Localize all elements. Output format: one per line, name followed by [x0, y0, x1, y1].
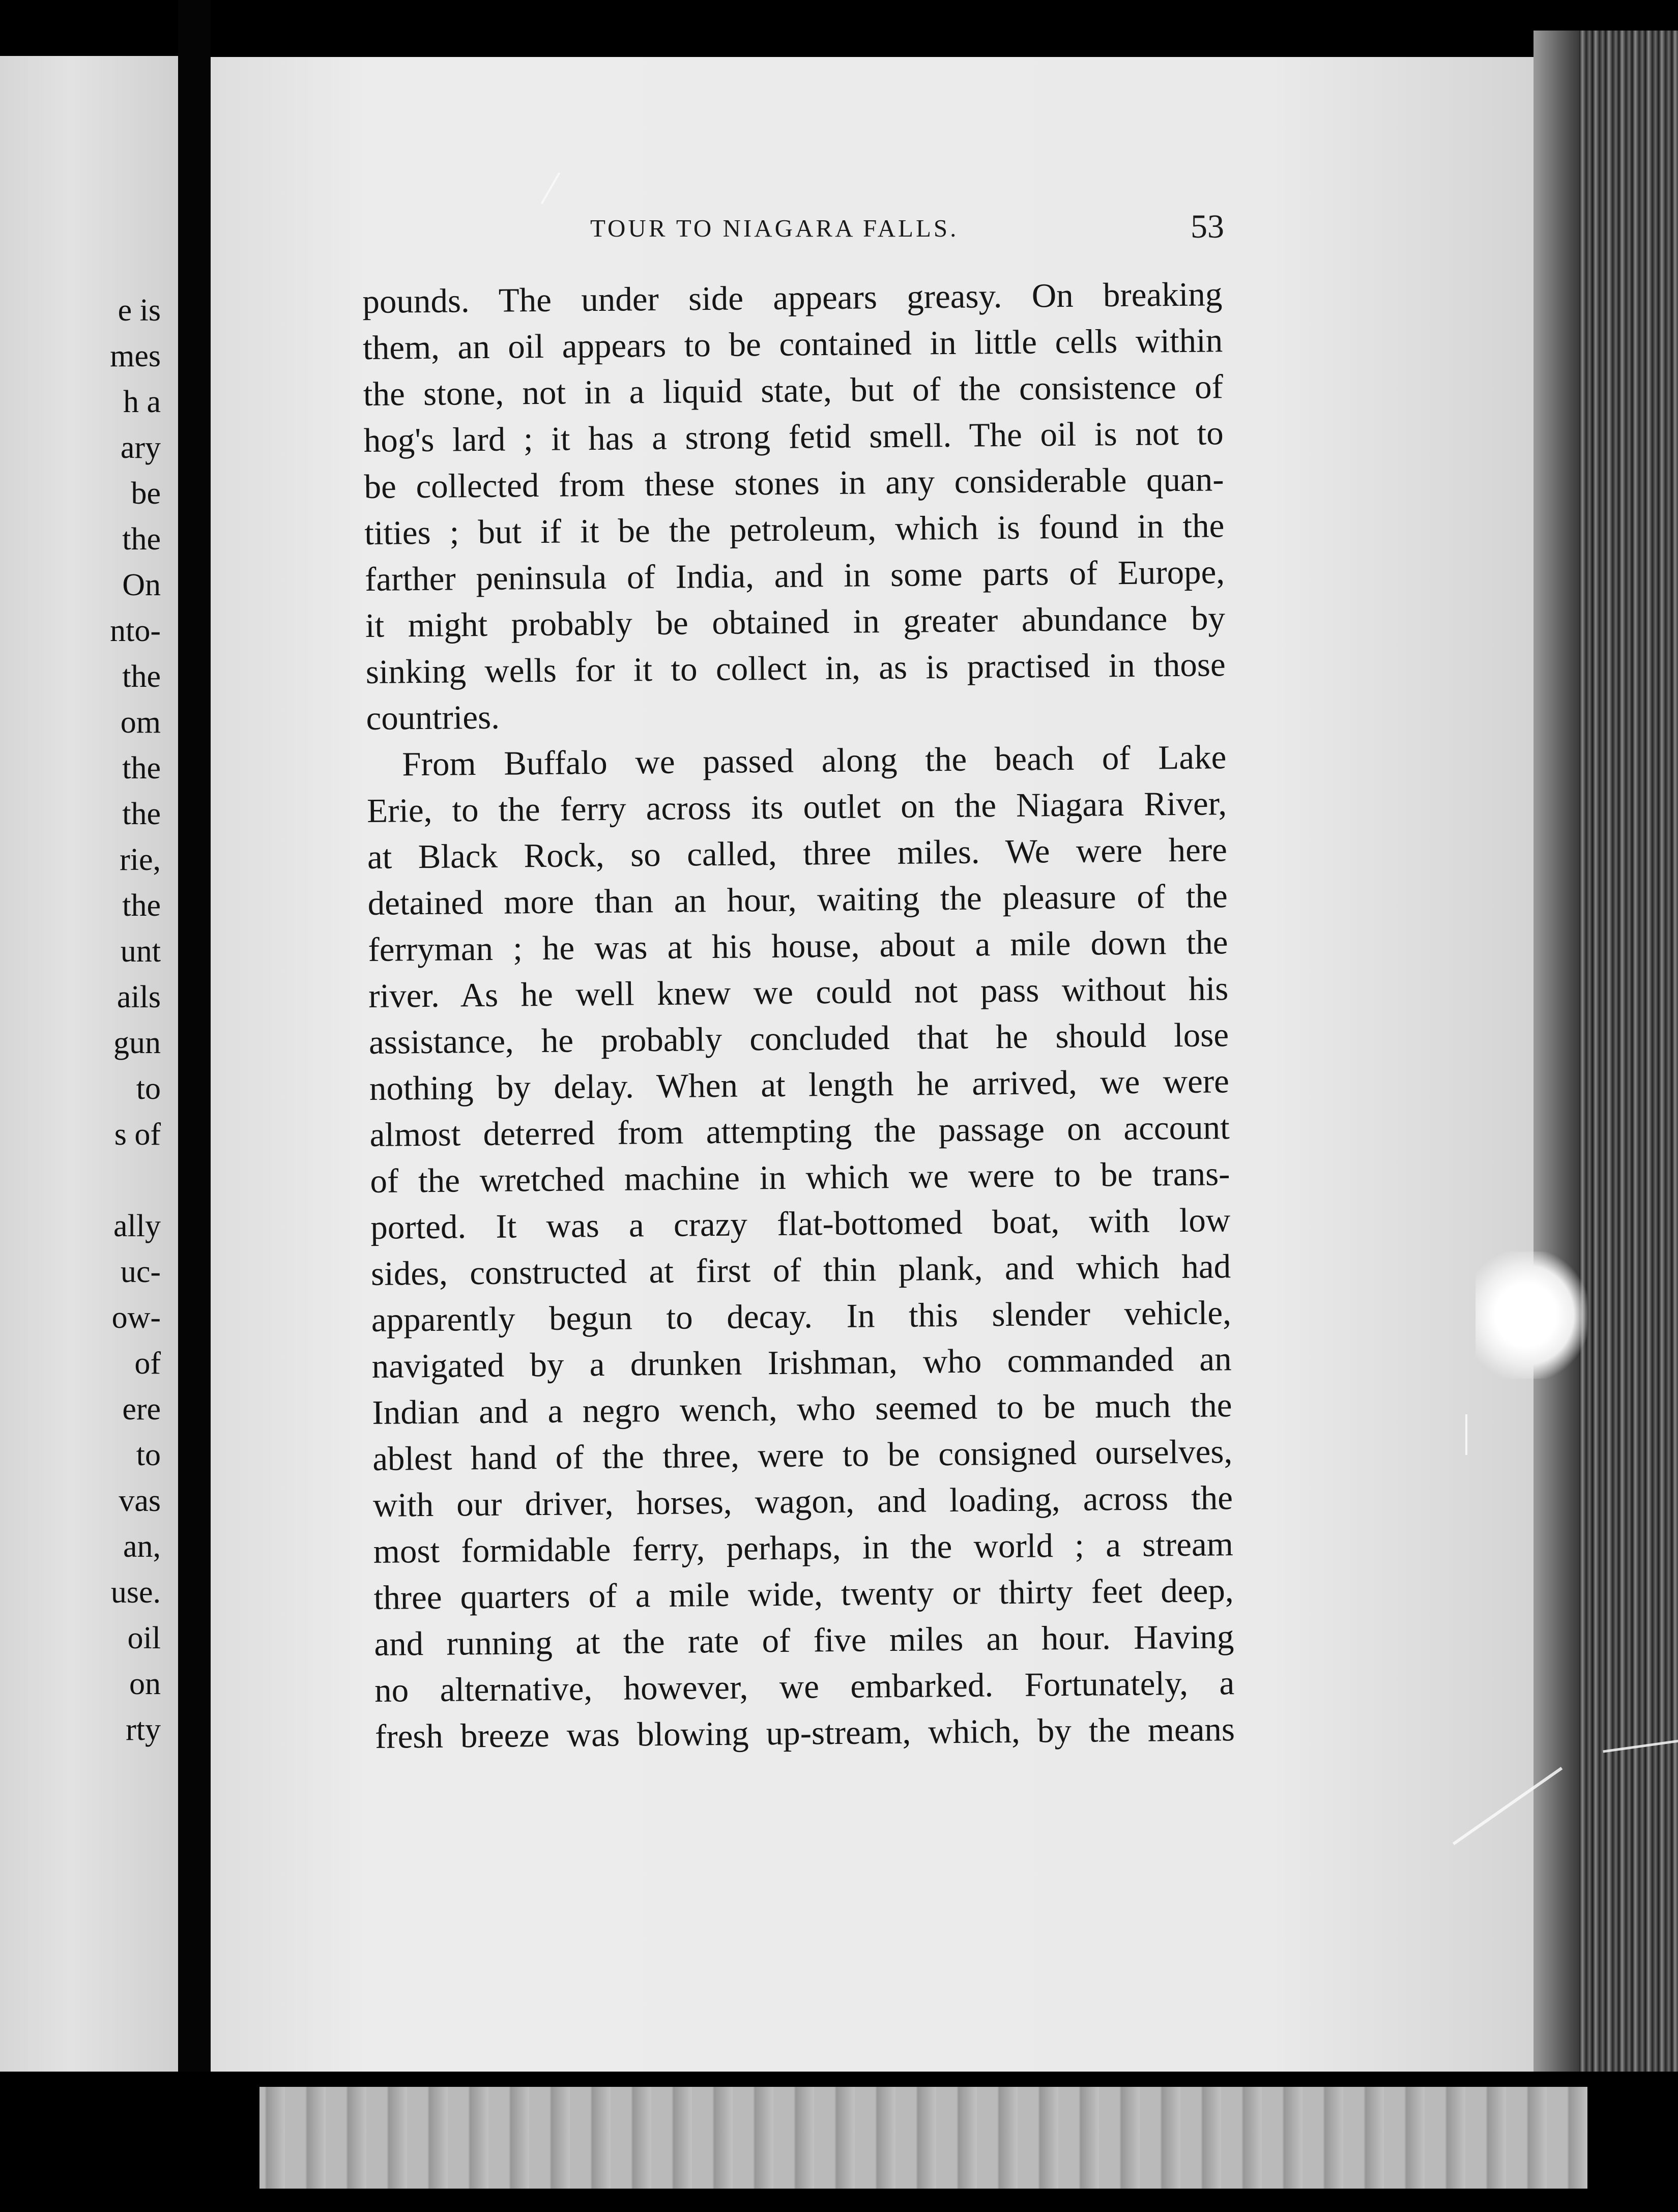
left-page-fragment: gun — [113, 1026, 161, 1060]
page-edge-shading — [1534, 31, 1579, 2167]
text-line: fresh breeze was blowing up-stream, which, by the means — [374, 1710, 1235, 1756]
text-line: with our driver, horses, wagon, and loading, across the — [372, 1479, 1233, 1524]
left-page-fragment: mes — [110, 339, 161, 373]
film-scratch — [1465, 1414, 1467, 1455]
text-line: no alternative, however, we embarked. Fortunately, a — [374, 1664, 1235, 1709]
left-page-fragment: rie, — [120, 842, 161, 877]
text-line: sinking wells for it to collect in, as is practised in those — [365, 646, 1226, 691]
film-divider — [1587, 2072, 1618, 2212]
text-line: most formidable ferry, perhaps, in the world ; a stream — [373, 1525, 1234, 1570]
text-line: almost deterred from attempting the passage on account — [369, 1109, 1230, 1154]
left-page-fragment: an, — [123, 1529, 161, 1564]
bottom-film-band — [0, 2072, 1678, 2212]
left-page-fragment: e is — [118, 293, 161, 328]
left-page-fragment: use. — [110, 1575, 161, 1610]
text-line: sides, constructed at first of thin plank, and which had — [370, 1247, 1231, 1293]
left-page-fragment: the — [122, 888, 161, 923]
left-page-fragment: unt — [120, 934, 161, 969]
text-line: Erie, to the ferry across its outlet on the Niagara River, — [366, 784, 1227, 830]
left-page-fragment: of — [134, 1346, 161, 1381]
text-line: From Buffalo we passed along the beach of Lake — [402, 738, 1227, 783]
text-line: tities ; but if it be the petroleum, which is found in the — [364, 507, 1225, 552]
text-line: apparently begun to decay. In this slender vehicle, — [371, 1294, 1232, 1339]
film-divider — [239, 2072, 259, 2212]
running-head: TOUR TO NIAGARA FALLS. — [590, 214, 959, 242]
left-page-fragment: the — [122, 751, 161, 785]
left-page-fragment: s of — [114, 1117, 161, 1152]
text-line: three quarters of a mile wide, twenty or thirty feet deep, — [373, 1571, 1234, 1617]
left-page-fragment: the — [122, 797, 161, 831]
left-page-fragment: om — [120, 705, 161, 740]
left-page-fragment: ere — [122, 1392, 161, 1427]
text-line: detained more than an hour, waiting the pleasure of the — [367, 877, 1228, 922]
text-line: ferryman ; he was at his house, about a mile down the — [368, 923, 1228, 969]
left-page-fragment: ally — [113, 1209, 161, 1243]
left-page-fragment: rty — [126, 1712, 161, 1747]
page-number: 53 — [1191, 208, 1224, 245]
left-page-fragment: uc- — [120, 1255, 161, 1289]
top-film-band — [0, 0, 1678, 56]
film-blemish — [1476, 1251, 1587, 1379]
text-line: Indian and a negro wench, who seemed to be much the — [372, 1386, 1232, 1432]
left-page-fragment: vas — [119, 1483, 161, 1518]
text-line: assistance, he probably concluded that he should lose — [368, 1016, 1229, 1061]
left-page-fragment: to — [136, 1071, 161, 1106]
left-page-fragment: ary — [120, 430, 161, 465]
text-line: ported. It was a crazy flat-bottomed boat, with low — [370, 1201, 1231, 1246]
left-page-fragment: oil — [127, 1621, 161, 1655]
left-page-fragment: the — [122, 659, 161, 694]
text-line: pounds. The under side appears greasy. On breaking — [362, 275, 1223, 321]
text-line: them, an oil appears to be contained in little cells within — [362, 322, 1223, 367]
text-line: and running at the rate of five miles an hour. Having — [374, 1618, 1234, 1663]
left-page-fragment: the — [122, 522, 161, 557]
left-page-fragment: be — [131, 476, 161, 511]
body-text — [362, 271, 1235, 1760]
text-line: be collected from these stones in any considerable quan- — [364, 460, 1224, 506]
text-line: river. As he well knew we could not pass without his — [368, 970, 1229, 1015]
text-line: countries. — [366, 698, 500, 737]
text-line: ablest hand of the three, were to be consigned ourselves, — [372, 1433, 1233, 1478]
left-page-fragment: to — [136, 1438, 161, 1472]
text-line: at Black Rock, so called, three miles. We were here — [367, 831, 1228, 876]
text-line: farther peninsula of India, and in some parts of Europe, — [364, 553, 1225, 598]
film-strip — [244, 2087, 1618, 2189]
left-page-fragment: nto- — [110, 614, 161, 648]
binding-gutter — [178, 0, 211, 2212]
text-line: nothing by delay. When at length he arrived, we were — [369, 1062, 1230, 1108]
text-line: navigated by a drunken Irishman, who commanded an — [371, 1340, 1232, 1385]
left-page-fragment: h a — [123, 385, 161, 419]
left-page-fragment: ails — [117, 980, 161, 1014]
text-line: the stone, not in a liquid state, but of the consistence of — [363, 368, 1224, 413]
page-edges — [1534, 31, 1678, 2167]
left-page-fragment: ow- — [111, 1300, 161, 1335]
text-line: of the wretched machine in which we were to be trans- — [370, 1155, 1230, 1200]
text-line: it might probably be obtained in greater abundance by — [365, 599, 1226, 645]
left-facing-page — [0, 56, 178, 2096]
text-line: hog's lard ; it has a strong fetid smell. The oil is not to — [363, 414, 1224, 459]
left-page-fragment: on — [129, 1667, 161, 1701]
left-page-fragment: On — [122, 568, 161, 602]
